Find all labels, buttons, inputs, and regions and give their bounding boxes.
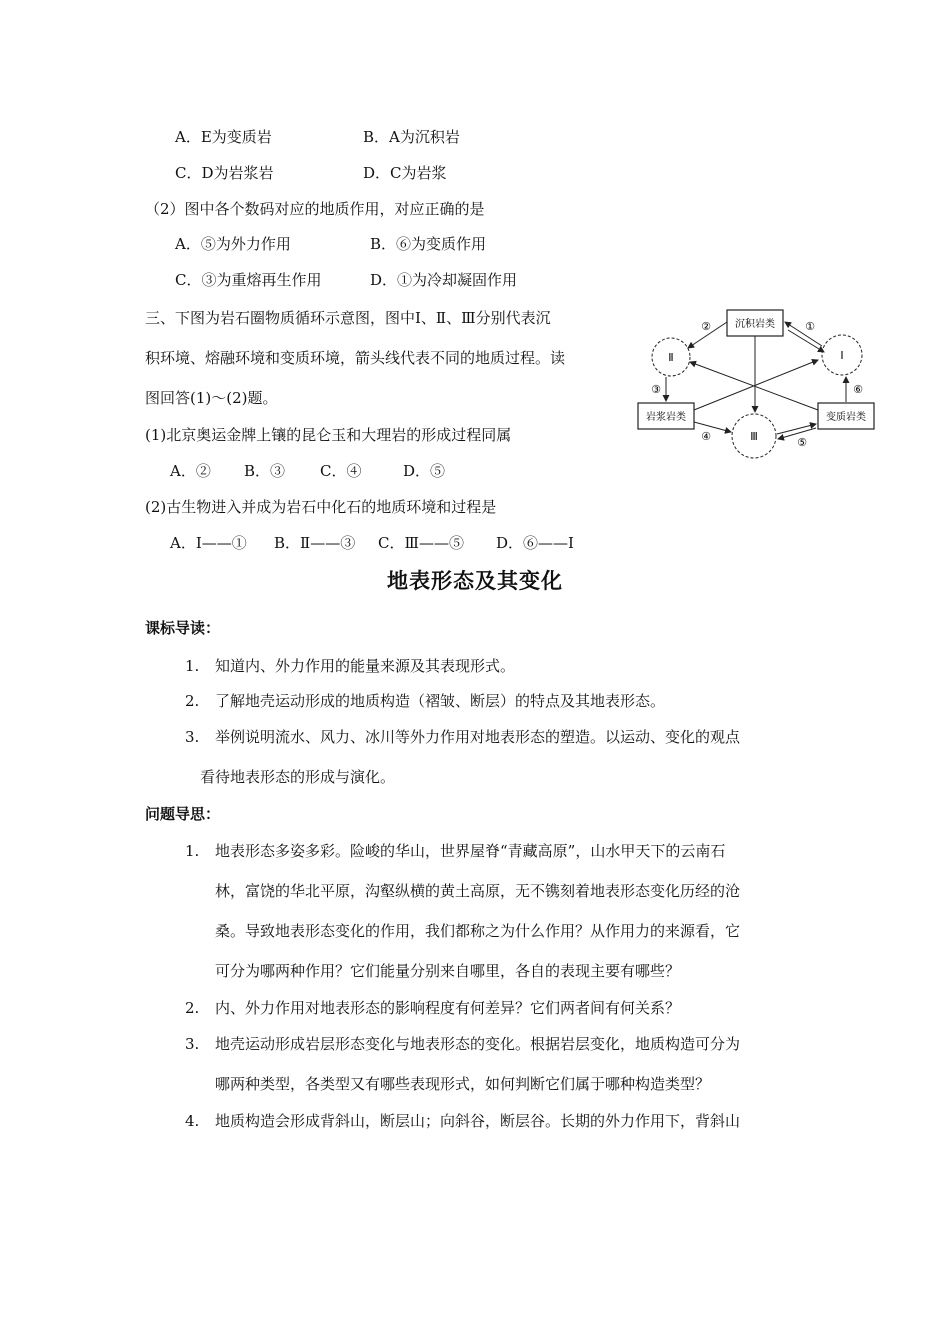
curriculum-item: 知道内、外力作用的能量来源及其表现形式。 [215, 657, 516, 675]
questions-heading: 问题导思： [145, 805, 221, 823]
curriculum-heading: 课标导读： [145, 619, 221, 637]
curriculum-item-continued: 看待地表形态的形成与演化。 [200, 768, 396, 786]
question-line: 地质构造会形成背斜山，断层山；向斜谷，断层谷。长期的外力作用下，背斜山 [215, 1112, 741, 1130]
label-4: ④ [701, 430, 711, 443]
option-row [175, 127, 272, 147]
question-line: 内、外力作用对地表形态的影响程度有何差异？它们两者间有何关系？ [215, 999, 681, 1017]
label-3: ③ [651, 383, 661, 396]
label-5: ⑤ [797, 436, 807, 449]
arrow-1 [785, 322, 822, 346]
question-number: 3. [185, 1035, 200, 1053]
q1-option-c: C．D为岩浆岩 [175, 164, 274, 182]
section3-q2-option: B．Ⅱ——③ [274, 534, 356, 552]
arrow-1b [788, 330, 824, 352]
question-line: 哪两种类型，各类型又有哪些表现形式，如何判断它们属于哪种构造类型？ [215, 1075, 711, 1093]
question-line: 地表形态多姿多彩。险峻的华山，世界屋脊“青藏高原”，山水甲天下的云南石 [215, 842, 726, 860]
option-row [363, 163, 447, 183]
sedimentary-label: 沉积岩类 [735, 319, 775, 330]
q2-option-c: C．③为重熔再生作用 [175, 271, 322, 289]
section3-line3: 图回答(1)～(2)题。 [145, 389, 278, 407]
q2-stem: （2）图中各个数码对应的地质作用，对应正确的是 [145, 200, 485, 218]
arrow-cross-2 [690, 362, 818, 410]
section3-q1-option: C．④ [320, 462, 362, 480]
curriculum-item: 了解地壳运动形成的地质构造（褶皱、断层）的特点及其地表形态。 [215, 692, 666, 710]
section3-q1-stem: (1)北京奥运金牌上镶的昆仑玉和大理岩的形成过程同属 [145, 426, 512, 444]
chapter-title: 地表形态及其变化 [387, 569, 563, 593]
option-row [363, 127, 460, 147]
label-1: ① [805, 320, 815, 333]
arrow-4 [694, 422, 731, 432]
section3-q1-option: B．③ [244, 462, 286, 480]
q1-option-a: A．E为变质岩 [175, 128, 272, 146]
environment-2-label: Ⅱ [668, 351, 674, 364]
q2-option-d: D．①为冷却凝固作用 [370, 271, 518, 289]
label-2: ② [701, 320, 711, 333]
q1-option-b: B．A为沉积岩 [363, 128, 460, 146]
environment-1-label: Ⅰ [840, 349, 844, 362]
section3-q2-option: D．⑥——Ⅰ [496, 534, 574, 552]
metamorphic-label: 变质岩类 [826, 412, 866, 423]
question-line: 地壳运动形成岩层形态变化与地表形态的变化。根据岩层变化，地质构造可分为 [215, 1035, 741, 1053]
igneous-label: 岩浆岩类 [646, 412, 686, 423]
q2-option-b: B．⑥为变质作用 [370, 235, 487, 253]
question-number: 1. [185, 842, 200, 860]
question-line: 桑。导致地表形态变化的作用，我们都称之为什么作用？从作用力的来源看，它 [215, 922, 741, 940]
q1-option-d: D．C为岩浆 [363, 164, 447, 182]
arrow-5 [777, 424, 816, 434]
question-line: 可分为哪两种作用？它们能量分别来自哪里，各自的表现主要有哪些？ [215, 962, 681, 980]
section3-q2-stem: (2)古生物进入并成为岩石中化石的地质环境和过程是 [145, 498, 497, 516]
section3-line2: 积环境、熔融环境和变质环境，箭头线代表不同的地质过程。读 [145, 349, 566, 367]
question-number: 2. [185, 999, 200, 1017]
rock-cycle-diagram [630, 300, 880, 470]
section3-q2-option: C．Ⅲ——⑤ [378, 534, 464, 552]
section3-q2-option: A．Ⅰ——① [170, 534, 247, 552]
environment-3-label: Ⅲ [750, 430, 758, 443]
section3-q1-option: D．⑤ [403, 462, 446, 480]
question-number: 4. [185, 1112, 200, 1130]
option-row [175, 163, 274, 183]
curriculum-item: 举例说明流水、风力、冰川等外力作用对地表形态的塑造。以运动、变化的观点 [215, 728, 741, 746]
q2-option-a: A．⑤为外力作用 [175, 235, 291, 253]
section3-line1: 三、下图为岩石圈物质循环示意图，图中Ⅰ、Ⅱ、Ⅲ分别代表沉 [145, 309, 551, 327]
question-line: 林，富饶的华北平原，沟壑纵横的黄土高原，无不镌刻着地表形态变化历经的沧 [215, 882, 741, 900]
curriculum-item-number: 1. [185, 657, 200, 675]
label-6: ⑥ [853, 383, 863, 396]
curriculum-item-number: 3. [185, 728, 200, 746]
section3-q1-option: A．② [170, 462, 211, 480]
curriculum-item-number: 2. [185, 692, 200, 710]
